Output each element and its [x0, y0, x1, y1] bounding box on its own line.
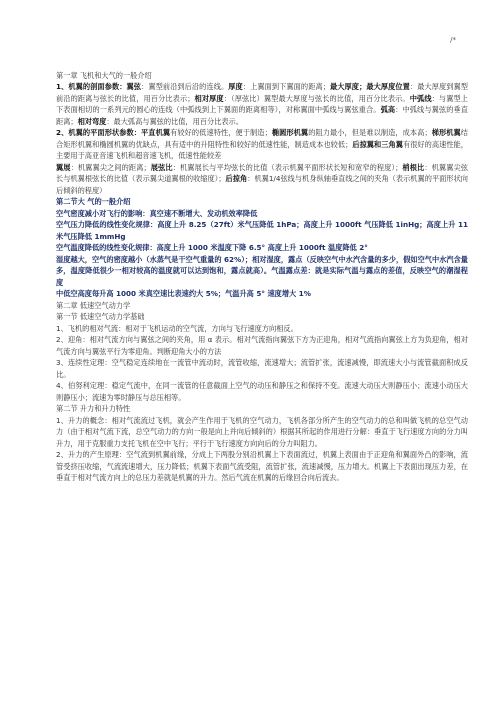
list-item [56, 449, 468, 484]
s1-num: 1、 [56, 82, 69, 91]
term-chord: 翼弦 [126, 82, 142, 91]
list-item [56, 334, 468, 357]
top-mark: /* [450, 36, 456, 44]
list-num: 2、 [56, 335, 68, 344]
wing-profile-paragraph [56, 81, 468, 127]
term-sweep-angle: 后掠角 [225, 174, 248, 183]
ch2-section-1-title: 第一节 低速空气动力学基础 [56, 312, 145, 321]
def-relative-thickness: ：（厚弦比）翼型最大厚度与弦长的比值，用百分比表示。 [223, 93, 410, 103]
list-item [56, 323, 468, 335]
list-item [56, 380, 468, 403]
list-num: 4、 [56, 381, 68, 390]
term-aspect-ratio: 展弦比 [150, 162, 173, 172]
def-wingspan: ：机翼翼尖之间的距离； [70, 162, 151, 172]
chapter-2-title: 第二章 低速空气动力学 [56, 300, 131, 310]
term-straight-wing: 平直机翼 [141, 128, 171, 137]
list-item [56, 357, 468, 380]
air-line-5: 中低空高度每升高 1000 米真空速比表速约大 5%；气温升高 5° 速度增大 1% [56, 289, 311, 298]
list-text: 连续性定理：空气稳定连续地在一流管中流动时，流管收缩，流速增大；流管扩张，流速减慢，即流速大小与流管截面积成反比。 [56, 358, 468, 379]
term-trapezoid-wing: 梯形机翼 [431, 128, 461, 137]
def-max-thickness: ：最大厚度到翼型前沿的距离与弦长的比值，用百分比表示； [56, 82, 468, 103]
list-text: 飞机的相对气流：相对于飞机运动的空气流，方向与飞行速度方向相反。 [67, 323, 298, 333]
list-text: 迎角：相对气流方向与翼弦之间的夹角，用 α 表示。相对气流指向翼弦下方为正迎角，相对气流指向翼弦上方为负迎角，相对气流方向与翼弦平行为零迎角。判断迎角大小的方法 [56, 335, 468, 356]
term-relative-camber: 相对弯度 [77, 116, 107, 126]
def-taper-ratio: ：机翼翼尖弦长与机翼根弦长的比值（表示翼尖道翼根的收缩度）； [56, 162, 468, 183]
term-swept-delta-wing: 后掠翼和三角翼 [352, 139, 403, 149]
def-trapezoid-wing: 结合矩形机翼和椭圆机翼的优缺点，具有适中的升阻特性和较好的低速性能，制造成本也较低； [56, 128, 468, 149]
ch2-section-2-title: 第二节 升力和升力特性 [56, 404, 131, 413]
def-thickness: ：上翼面到下翼面的距离； [242, 82, 330, 91]
def-straight-wing: 有较好的低速特性，便于制造； [170, 128, 272, 137]
term-camber-line: 中弧线 [409, 93, 432, 103]
term-thickness: 厚度 [228, 82, 243, 91]
air-line-1: 空气密度减小对飞行的影响：真空速不断增大、发动机效率降低 [56, 208, 258, 218]
def-arc-height: ：中弧线与翼弦的垂直距离； [56, 105, 468, 126]
list-text: 伯努利定理：稳定气流中，在同一流管的任意截面上空气的动压和静压之和保持不变。流速大动压大则静压小；流速小动压大则静压小；流速为零时静压与总压相等。 [56, 381, 468, 402]
def-elliptical-wing: 的阻力最小，但是难以制造，成本高； [308, 128, 432, 137]
def-camber-line: ：与翼型上下表面相切的一系列元的圆心的连线（中弧线到上下翼面的距离相等），对称翼面中弧线与翼弦重合。 [56, 93, 468, 114]
section-1-list [56, 323, 468, 404]
term-elliptical-wing: 椭圆形机翼 [271, 128, 309, 137]
section-2-title: 第二节大 气的一般介绍 [56, 197, 131, 206]
air-line-2: 空气压力降低的线性变化规律：高度上升 8.25（27ft）米气压降低 1hPa；高度上升 1000ft 气压降低 1inHg；高度上升 11 米气压降低 1mmHg [56, 220, 468, 241]
air-line-4: 湿度越大，空气的密度越小（水蒸气是干空气重量的 62%）；相对湿度，露点（反映空气中水汽含量的多少，假如空气中水汽含量多，温度降低很少一相对较高的温度就可以达到饱和，露点就高）。气温露点差：就是实际气温与露点的差值，反映空气的潮湿程度 [56, 254, 468, 287]
def-swept-delta-wing: 有很好的高速性能，主要用于高亚音速飞机和超音速飞机，低速性能较差 [56, 139, 468, 160]
wing-planform-paragraph [56, 127, 468, 162]
list-item [56, 415, 468, 450]
term-relative-thickness: 相对厚度 [194, 93, 224, 103]
term-taper-ratio: 梢根比 [402, 162, 425, 172]
chapter-1-title: 第一章 飞机和大气的一般介绍 [56, 71, 152, 80]
def-relative-camber: ：最大弧高与翼弦的比值，用百分比表示。 [106, 116, 243, 126]
air-line-3: 空气温度降低的线性变化规律：高度上升 1000 米温度下降 6.5° 高度上升 1000ft 温度降低 2° [56, 243, 368, 252]
term-wingspan: 翼展 [56, 162, 71, 172]
def-chord: ：翼型前沿到后沿的连线。 [141, 82, 229, 91]
s2-title: 机翼的平面形状参数： [68, 128, 142, 137]
term-arc-height: 弧高 [380, 105, 396, 114]
wing-span-paragraph [56, 162, 468, 197]
section-2-list [56, 415, 468, 484]
def-sweep-angle: ：机翼1/4弦线与机身纵轴垂直线之间的夹角（表示机翼的平面形状向后倾斜的程度） [56, 174, 468, 195]
s2-num: 2、 [56, 128, 69, 137]
list-num: 3、 [56, 358, 68, 367]
list-num: 1、 [56, 415, 68, 425]
term-max-thickness: 最大厚度；最大厚度位置 [329, 82, 410, 91]
def-aspect-ratio: ：机翼展长与平均弦长的比值（表示机翼平面形状长短和宽窄的程度）； [172, 162, 403, 172]
list-text: 升力的产生原理：空气流到机翼前缘，分成上下两股分别沿机翼上下表面流过，机翼上表面由于正迎角和翼面外凸的影响，流管受挤压收缩，气流流速增大，压力降低；机翼下表面气流受阻，流管扩张，流速减慢，压力增大。机翼上下表面出现压力差，在垂直于相对气流方向上的总压力差就是机翼的升力。然后气流在机翼的后缘回合向后流去。 [56, 450, 468, 482]
list-text: 升力的概念：相对气流流过飞机，就会产生作用于飞机的空气动力，飞机各部分所产生的空气动力的总和叫做飞机的总空气动力（由于相对气流下流，总空气动力的方向一般是向上并向后倾斜的）根据其所起的作用进行分解：垂直于飞行速度方向的分力叫升力，用于克服重力支托飞机在空中飞行；平行于飞行速度方向向后的分力叫阻力。 [56, 415, 468, 448]
list-num: 2、 [56, 450, 68, 459]
list-num: 1、 [56, 323, 68, 333]
s1-title: 机翼的剖面参数： [68, 82, 127, 91]
